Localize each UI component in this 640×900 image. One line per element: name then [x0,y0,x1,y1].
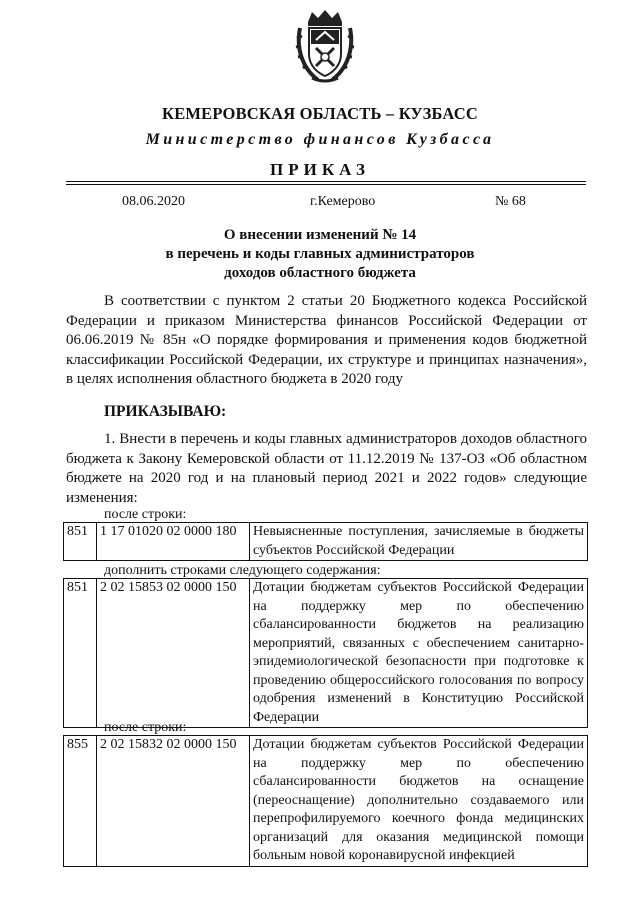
subject-line: доходов областного бюджета [224,265,416,281]
revenue-code-cell: 2 02 15853 02 0000 150 [97,579,250,728]
region-title: КЕМЕРОВСКАЯ ОБЛАСТЬ – КУЗБАСС [162,104,478,123]
admin-code-cell: 851 [64,523,97,561]
preamble-paragraph: В соответствии с пунктом 2 статьи 20 Бюджетного кодекса Российской Федерации и приказом Министерства финансов Российской Федерации от 06.06.2019 № 85н «О порядке формирования и применения кодов бюджетной классификации Российской Федерации, их структуре и принципах назначения», в целях исполнения областного бюджета в 2020 году [66,293,587,387]
revenue-code-cell: 1 17 01020 02 0000 180 [97,523,250,561]
revenue-name-cell: Дотации бюджетам субъектов Российской Федерации на поддержку мер по обеспечению сбалансированности бюджетов на оснащение (переоснащение) дополнительно создаваемого или перепрофилируемого коечного фонда медицинских организаций для оказания медицинской помощи больным новой коронавирусной инфекцией [250,736,588,867]
code-table-added-row [63,578,588,728]
note-after-row: после строки: [104,507,187,522]
admin-code-cell: 851 [64,579,97,728]
code-table-second-row [63,735,588,867]
table-row [64,523,588,561]
header-divider-thin [66,184,586,185]
admin-code-cell: 855 [64,736,97,867]
revenue-name-cell: Невыясненные поступления, зачисляемые в бюджеты субъектов Российской Федерации [250,523,588,561]
revenue-name-cell: Дотации бюджетам субъектов Российской Федерации на поддержку мер по обеспечению сбалансированности бюджетов на реализацию мероприятий, связанных с обеспечением санитарно-эпидемиологической безопасности при подготовке к проведению общероссийского голосования по вопросу одобрения изменений в Конституцию Российской Федерации [250,579,588,728]
note-add-rows: дополнить строками следующего содержания: [104,563,381,578]
header-divider [66,181,586,182]
subject-line: в перечень и коды главных администраторов [165,246,475,262]
order-command: ПРИКАЗЫВАЮ: [104,403,227,420]
table-row [64,736,588,867]
table-row [64,579,588,728]
revenue-code-cell: 2 02 15832 02 0000 150 [97,736,250,867]
ministry-name: Министерство финансов Кузбасса [145,131,495,148]
order-number: № 68 [495,194,526,209]
document-type: ПРИКАЗ [270,160,370,179]
item-1-paragraph: 1. Внести в перечень и коды главных администраторов доходов областного бюджета к Закону Кемеровской области от 11.12.2019 № 137-ОЗ «Об областном бюджете на 2020 год и на плановый период 2021 и 2022 годов» следующие изменения: [66,431,587,506]
coat-of-arms-icon [294,8,356,84]
order-city: г.Кемерово [310,194,376,209]
note-after-row: после строки: [104,720,187,735]
code-table-existing-row [63,522,588,561]
order-date: 08.06.2020 [122,194,185,209]
order-subject [0,226,640,283]
subject-line: О внесении изменений № 14 [223,227,417,243]
